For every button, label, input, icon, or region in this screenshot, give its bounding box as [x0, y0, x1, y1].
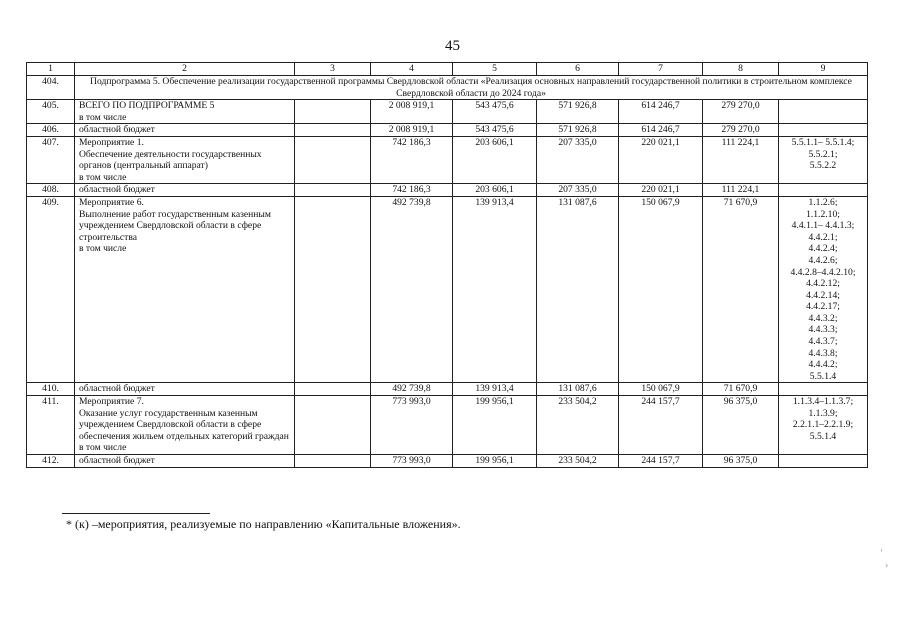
target-refs-cell	[779, 383, 868, 396]
amount-cell: 279 270,0	[703, 100, 779, 124]
target-ref: 4.4.2.1;	[808, 231, 838, 243]
target-refs-cell	[779, 124, 868, 137]
column-number: 9	[779, 63, 868, 76]
target-ref: 4.4.2.17;	[806, 301, 840, 313]
amount-cell: 207 335,0	[537, 136, 619, 183]
amount-cell: 233 504,2	[537, 396, 619, 455]
target-ref: 1.1.3.9;	[808, 407, 838, 419]
amount-cell: 220 021,1	[619, 136, 703, 183]
table-row	[27, 100, 868, 124]
amount-cell: 244 157,7	[619, 455, 703, 468]
amount-cell: 773 993,0	[371, 396, 453, 455]
row-number: 405.	[27, 100, 75, 124]
target-refs-cell	[779, 100, 868, 124]
amount-cell: 207 335,0	[537, 184, 619, 197]
target-ref: 4.4.3.2;	[808, 312, 838, 324]
description-line: областной бюджет	[79, 184, 155, 196]
amount-cell: 2 008 919,1	[371, 124, 453, 137]
target-ref: 2.2.1.1–2.2.1.9;	[792, 419, 854, 431]
description-line: в том числе	[79, 442, 127, 454]
row-description	[75, 196, 295, 383]
amount-cell: 279 270,0	[703, 124, 779, 137]
description-line: в том числе	[79, 243, 127, 255]
amount-cell: 742 186,3	[371, 136, 453, 183]
target-ref: 4.4.2.12;	[806, 278, 840, 290]
amount-cell: 71 670,9	[703, 383, 779, 396]
description-line: областной бюджет	[79, 455, 155, 466]
column-3-cell	[295, 396, 371, 455]
description-line: в том числе	[79, 171, 127, 183]
amount-cell: 773 993,0	[371, 455, 453, 468]
description-line: в том числе	[79, 111, 127, 123]
amount-cell: 492 739,8	[371, 383, 453, 396]
row-description	[75, 455, 295, 468]
amount-cell: 199 956,1	[453, 396, 537, 455]
amount-cell: 150 067,9	[619, 196, 703, 383]
row-number: 409.	[27, 196, 75, 383]
target-ref: 4.4.3.8;	[808, 347, 838, 359]
budget-table	[26, 62, 868, 468]
target-ref: 4.4.3.7;	[808, 336, 838, 348]
amount-cell: 2 008 919,1	[371, 100, 453, 124]
column-number: 2	[75, 63, 295, 76]
subprogram-title: Подпрограмма 5. Обеспечение реализации государственной программы Свердловской области «Реализация основных направлений государственной политики в строительном комплексе Свердловской области до 2024 года»	[75, 76, 868, 100]
target-ref: 5.5.1.4	[809, 370, 837, 382]
amount-cell: 131 087,6	[537, 196, 619, 383]
target-ref: 4.4.3.3;	[808, 324, 838, 336]
table-row	[27, 124, 868, 137]
description-line: Мероприятие 7.	[79, 396, 144, 408]
amount-cell: 571 926,8	[537, 124, 619, 137]
subprogram-row	[27, 76, 868, 100]
description-line: Выполнение работ государственным казенным учреждением Свердловской области в сфере строительства	[79, 208, 271, 243]
target-refs-cell	[779, 396, 868, 455]
amount-cell: 96 375,0	[703, 396, 779, 455]
margin-mark: ‘	[880, 548, 884, 559]
target-ref: 4.4.2.14;	[806, 289, 840, 301]
table-row	[27, 196, 868, 383]
target-ref: 1.1.2.6;	[808, 196, 838, 208]
target-refs-cell	[779, 196, 868, 383]
column-3-cell	[295, 383, 371, 396]
target-ref: 1.1.2.10;	[806, 208, 840, 220]
column-number: 7	[619, 63, 703, 76]
footnote-divider	[62, 513, 210, 514]
amount-cell: 244 157,7	[619, 396, 703, 455]
description-line: областной бюджет	[79, 383, 155, 395]
row-number: 412.	[27, 455, 75, 468]
amount-cell: 71 670,9	[703, 196, 779, 383]
row-number: 407.	[27, 136, 75, 183]
row-number: 404.	[27, 76, 75, 100]
target-ref: 4.4.2.4;	[808, 243, 838, 255]
amount-cell: 203 606,1	[453, 184, 537, 197]
amount-cell: 543 475,6	[453, 124, 537, 137]
amount-cell: 543 475,6	[453, 100, 537, 124]
target-ref: 1.1.3.4–1.1.3.7;	[792, 396, 854, 408]
description-line: Оказание услуг государственным казенным учреждением Свердловской области в сфере обеспечения жильем отдельных категорий граждан	[79, 407, 289, 442]
amount-cell: 139 913,4	[453, 196, 537, 383]
amount-cell: 233 504,2	[537, 455, 619, 468]
amount-cell: 571 926,8	[537, 100, 619, 124]
target-ref: 5.5.1.4	[809, 430, 837, 442]
column-3-cell	[295, 100, 371, 124]
amount-cell: 614 246,7	[619, 100, 703, 124]
target-ref: 5.5.2.1;	[808, 148, 838, 160]
table-row	[27, 396, 868, 455]
amount-cell: 96 375,0	[703, 455, 779, 468]
description-line: Мероприятие 1.	[79, 136, 144, 148]
target-refs-cell	[779, 455, 868, 468]
amount-cell: 131 087,6	[537, 383, 619, 396]
footnote: * (к) –мероприятия, реализуемые по направлению «Капитальные вложения».	[66, 517, 461, 531]
row-description	[75, 396, 295, 455]
target-ref: 5.5.2.2	[809, 160, 837, 172]
column-3-cell	[295, 184, 371, 197]
column-number: 8	[703, 63, 779, 76]
column-3-cell	[295, 196, 371, 383]
column-3-cell	[295, 455, 371, 468]
description-line: Обеспечение деятельности государственных органов (центральный аппарат)	[79, 148, 262, 172]
target-ref: 4.4.2.6;	[808, 254, 838, 266]
target-ref: 5.5.1.1– 5.5.1.4;	[791, 136, 855, 148]
row-description	[75, 124, 295, 137]
description-line: областной бюджет	[79, 124, 155, 136]
row-number: 411.	[27, 396, 75, 455]
row-description	[75, 136, 295, 183]
row-number: 408.	[27, 184, 75, 197]
margin-mark: ›	[885, 560, 889, 571]
description-line: Мероприятие 6.	[79, 196, 144, 208]
table-row	[27, 136, 868, 183]
table-row	[27, 184, 868, 197]
row-number: 406.	[27, 124, 75, 137]
table-row	[27, 455, 868, 468]
amount-cell: 139 913,4	[453, 383, 537, 396]
target-refs-cell	[779, 136, 868, 183]
amount-cell: 220 021,1	[619, 184, 703, 197]
target-ref: 4.4.2.8–4.4.2.10;	[790, 266, 856, 278]
amount-cell: 199 956,1	[453, 455, 537, 468]
row-description	[75, 100, 295, 124]
amount-cell: 111 224,1	[703, 136, 779, 183]
column-number: 6	[537, 63, 619, 76]
description-line: ВСЕГО ПО ПОДПРОГРАММЕ 5	[79, 100, 215, 112]
column-3-cell	[295, 136, 371, 183]
column-number-row	[27, 63, 868, 76]
column-number: 1	[27, 63, 75, 76]
column-number: 5	[453, 63, 537, 76]
target-ref: 4.4.1.1– 4.4.1.3;	[791, 220, 855, 232]
column-number: 3	[295, 63, 371, 76]
amount-cell: 150 067,9	[619, 383, 703, 396]
amount-cell: 492 739,8	[371, 196, 453, 383]
row-description	[75, 383, 295, 396]
column-3-cell	[295, 124, 371, 137]
target-refs-cell	[779, 184, 868, 197]
amount-cell: 614 246,7	[619, 124, 703, 137]
amount-cell: 742 186,3	[371, 184, 453, 197]
row-description	[75, 184, 295, 197]
amount-cell: 203 606,1	[453, 136, 537, 183]
amount-cell: 111 224,1	[703, 184, 779, 197]
page-number: 45	[445, 38, 460, 54]
row-number: 410.	[27, 383, 75, 396]
table-row	[27, 383, 868, 396]
column-number: 4	[371, 63, 453, 76]
target-ref: 4.4.4.2;	[808, 359, 838, 371]
